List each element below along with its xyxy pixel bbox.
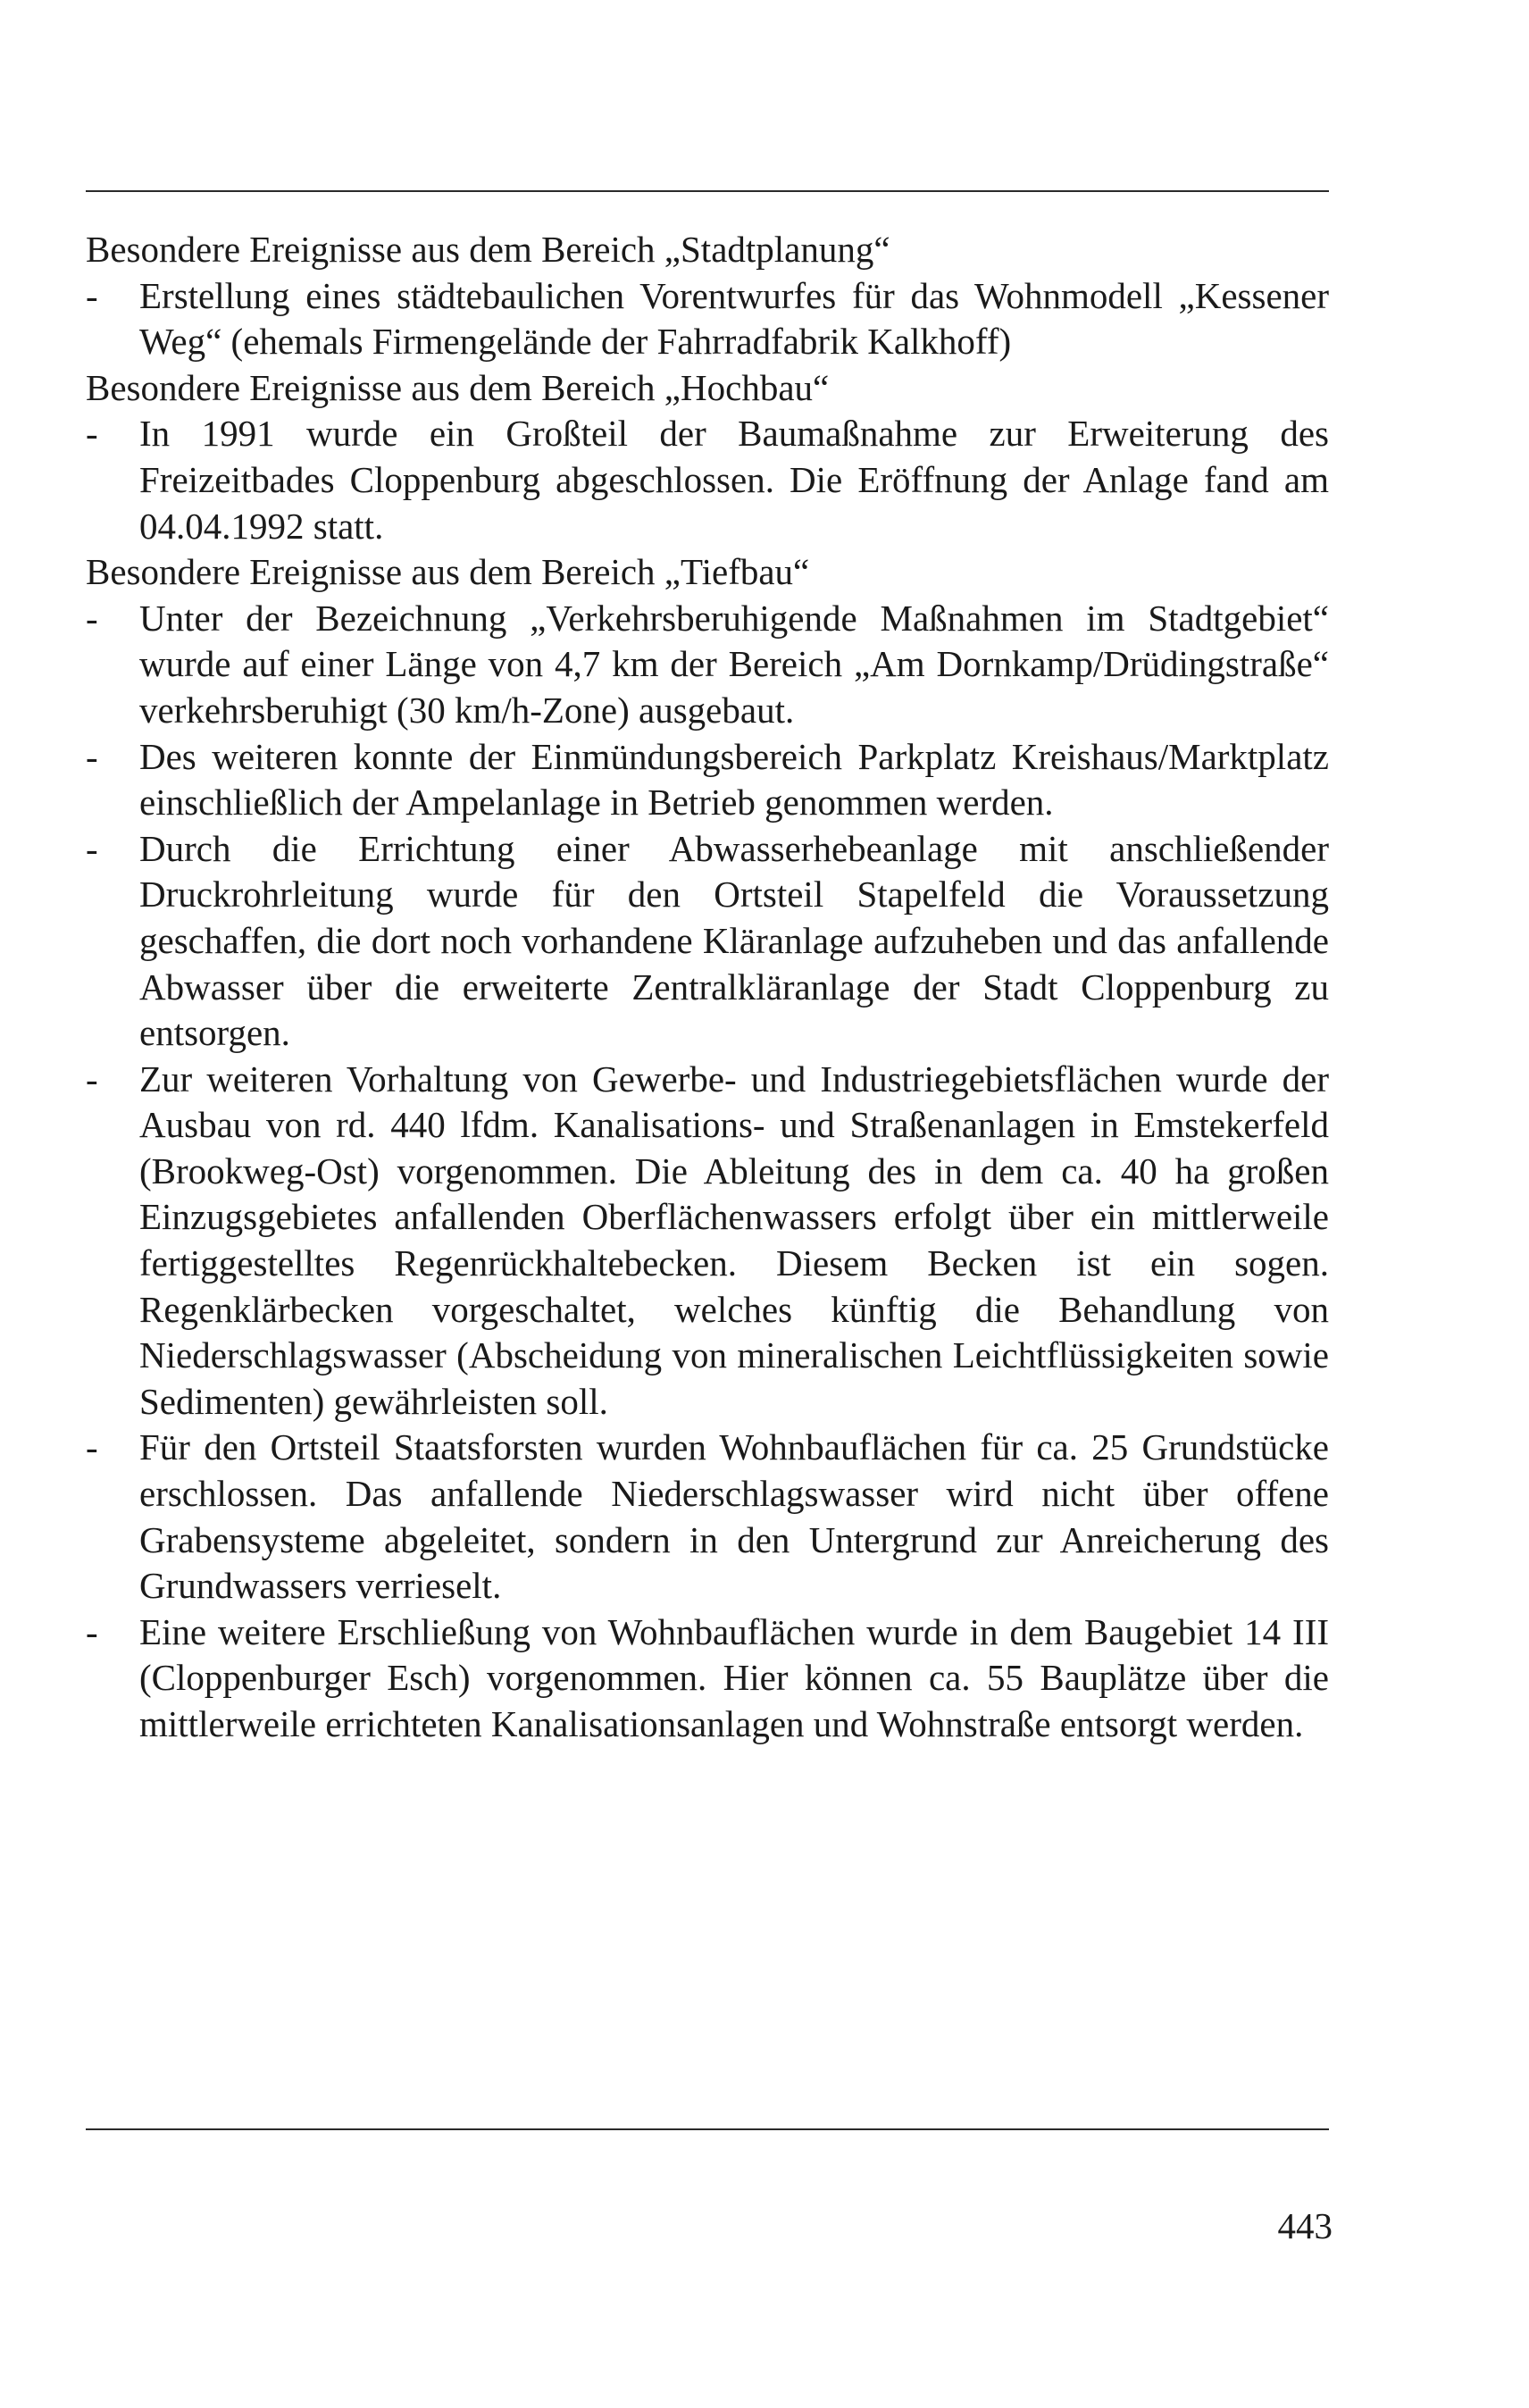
list-item: [86, 1610, 1329, 1748]
list-item-text: Des weiteren konnte der Einmündungsbereich Parkplatz Kreishaus/Marktplatz einschließlich der Ampelanlage in Betrieb genommen werden.: [139, 735, 1329, 824]
list-item-text: Für den Ortsteil Staatsforsten wurden Wohnbauflächen für ca. 25 Grundstücke erschlossen. Das anfallende Niederschlagswasser wird nicht über offene Grabensysteme abgeleitet, sondern in den Untergrund zur Anreicherung des Grundwassers verrieselt.: [139, 1426, 1329, 1607]
bullet-dash: -: [86, 735, 98, 777]
section-heading-hochbau: Besondere Ereignisse aus dem Bereich „Hochbau“: [86, 366, 830, 408]
list-item-text: Durch die Errichtung einer Abwasserhebeanlage mit anschließender Druckrohrleitung wurde für den Ortsteil Stapelfeld die Voraussetzung geschaffen, die dort noch vorhandene Kläranlage aufzuheben und das anfallende Abwasser über die erweiterte Zentralkläranlage der Stadt Cloppenburg zu entsorgen.: [139, 827, 1329, 1054]
section-heading-stadtplanung: Besondere Ereignisse aus dem Bereich „Stadtplanung“: [86, 229, 890, 270]
list-item-text: In 1991 wurde ein Großteil der Baumaßnahme zur Erweiterung des Freizeitbades Cloppenburg abgeschlossen. Die Eröffnung der Anlage fand am 04.04.1992 statt.: [139, 413, 1329, 547]
list-item: [86, 734, 1329, 826]
bullet-dash: -: [86, 1058, 98, 1099]
page-number: 443: [1277, 2205, 1333, 2246]
bullet-dash: -: [86, 1610, 98, 1652]
bullet-dash: -: [86, 274, 98, 316]
list-item-text: Eine weitere Erschließung von Wohnbauflächen wurde in dem Baugebiet 14 III (Cloppenburger Esch) vorgenommen. Hier können ca. 55 Bauplätze über die mittlerweile errichteten Kanalisationsanlagen und Wohnstraße entsorgt werden.: [139, 1610, 1329, 1744]
list-item: [86, 273, 1329, 365]
list-item-text: Zur weiteren Vorhaltung von Gewerbe- und Industriegebietsflächen wurde der Ausbau von rd. 440 lfdm. Kanalisations- und Straßenanlagen in Emstekerfeld (Brookweg-Ost) vorgenommen. Die Ableitung des in dem ca. 40 ha großen Einzugsgebietes anfallenden Oberflächenwassers erfolgt über ein mittlerweile fertiggestelltes Regenrückhaltebecken. Diesem Becken ist ein sogen. Regenklärbecken vorgeschaltet, welches künftig die Behandlung von Niederschlagswasser (Abscheidung von mineralischen Leichtflüssigkeiten sowie Sedimenten) gewährleisten soll.: [139, 1058, 1329, 1422]
top-rule: [86, 190, 1329, 192]
list-item: [86, 826, 1329, 1057]
bullet-dash: -: [86, 827, 98, 869]
section-heading-tiefbau: Besondere Ereignisse aus dem Bereich „Tiefbau“: [86, 551, 810, 593]
page-body: [86, 227, 1329, 1748]
bullet-dash: -: [86, 597, 98, 639]
list-item: [86, 411, 1329, 549]
bottom-rule: [86, 2128, 1329, 2130]
list-item-text: Unter der Bezeichnung „Verkehrsberuhigende Maßnahmen im Stadtgebiet“ wurde auf einer Länge von 4,7 km der Bereich „Am Dornkamp/Drüdingstraße“ verkehrsberuhigt (30 km/h-Zone) ausgebaut.: [139, 597, 1329, 731]
list-item-text: Erstellung eines städtebaulichen Vorentwurfes für das Wohnmodell „Kessener Weg“ (ehemals Firmengelände der Fahrradfabrik Kalkhoff): [139, 274, 1329, 363]
list-item: [86, 1057, 1329, 1426]
bullet-dash: -: [86, 413, 98, 455]
bullet-dash: -: [86, 1426, 98, 1468]
list-item: [86, 1425, 1329, 1609]
list-item: [86, 596, 1329, 734]
